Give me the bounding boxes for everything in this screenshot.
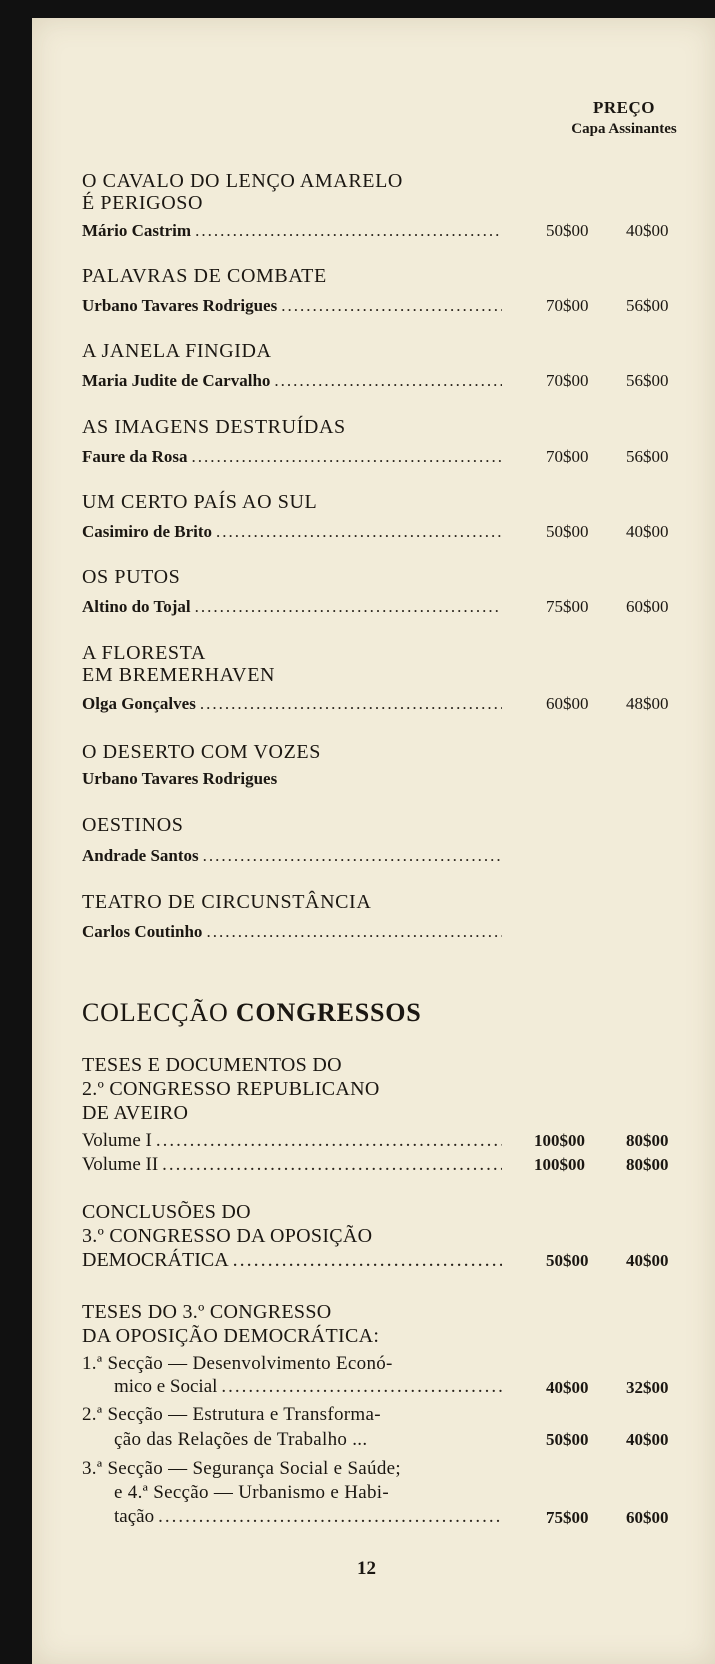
book-author: Faure da Rosa [82,447,188,466]
price-columns-header: Capa Assinantes [571,121,677,137]
price-assinantes: 40$00 [626,1251,669,1270]
book-author: Urbano Tavares Rodrigues [82,296,278,315]
volume-row [82,1155,502,1175]
book-title: TEATRO DE CIRCUNSTÂNCIA [82,891,372,913]
book-title-line2: É PERIGOSO [82,192,204,214]
volume-row [82,1131,502,1151]
book-author-row [82,371,502,391]
volume-label: Volume II [82,1154,159,1175]
book-author-row [82,597,502,617]
price-capa: 50$00 [546,221,589,240]
section-heading [82,998,422,1028]
book-author-row [82,447,502,467]
book-title: AS IMAGENS DESTRUÍDAS [82,416,346,438]
price-capa: 75$00 [546,1508,589,1527]
conclusoes-title-line3: DEMOCRÁTICA [82,1249,229,1271]
book-author-row [82,522,502,542]
conclusoes-row [82,1250,502,1270]
price-capa: 40$00 [546,1378,589,1397]
price-capa: 70$00 [546,447,589,466]
book-title: OESTINOS [82,814,184,836]
book-author-row [82,769,502,789]
book-author-row [82,846,502,866]
page-number: 12 [357,1558,376,1579]
price-assinantes: 56$00 [626,447,669,466]
book-author-row [82,922,502,942]
book-title: OS PUTOS [82,566,181,588]
price-capa: 75$00 [546,597,589,616]
book-author-row [82,221,502,241]
seccao-1-line2: mico e Social [114,1376,218,1397]
teses-title-line2: DA OPOSIÇÃO DEMOCRÁTICA: [82,1325,380,1347]
seccao-2-line1: 2.ª Secção — Estrutura e Transforma- [82,1404,381,1425]
seccao-3-line2: e 4.ª Secção — Urbanismo e Habi- [114,1482,389,1503]
book-author-row [82,296,502,316]
price-capa: 50$00 [546,1430,589,1449]
congress-title: TESES E DOCUMENTOS DO [82,1054,342,1076]
conclusoes-title-line2: 3.º CONGRESSO DA OPOSIÇÃO [82,1225,373,1247]
price-assinantes: 40$00 [626,522,669,541]
book-author: Carlos Coutinho [82,922,203,941]
price-capa: 100$00 [534,1131,585,1150]
book-title: A FLORESTA [82,642,206,664]
book-author-row [82,694,502,714]
price-assinantes: 80$00 [626,1131,669,1150]
section-prefix: COLECÇÃO [82,998,229,1027]
book-title: A JANELA FINGIDA [82,340,272,362]
book-author: Mário Castrim [82,221,192,240]
price-capa: 70$00 [546,371,589,390]
price-assinantes: 80$00 [626,1155,669,1174]
teses-title: TESES DO 3.º CONGRESSO [82,1301,332,1323]
seccao-3-row [114,1507,502,1527]
book-author: Casimiro de Brito [82,522,213,541]
price-assinantes: 32$00 [626,1378,669,1397]
seccao-3-line3: tação [114,1506,155,1527]
price-assinantes: 60$00 [626,597,669,616]
book-author: Maria Judite de Carvalho [82,371,271,390]
book-title-line2: EM BREMERHAVEN [82,664,276,686]
volume-label: Volume I [82,1130,152,1151]
book-title: UM CERTO PAÍS AO SUL [82,491,318,513]
conclusoes-title: CONCLUSÕES DO [82,1201,251,1223]
seccao-3-line1: 3.ª Secção — Segurança Social e Saúde; [82,1458,401,1479]
price-capa: 50$00 [546,1251,589,1270]
price-capa: 50$00 [546,522,589,541]
book-title: O CAVALO DO LENÇO AMARELO [82,170,403,192]
price-capa: 100$00 [534,1155,585,1174]
book-title: PALAVRAS DE COMBATE [82,265,327,287]
price-header: PREÇO [593,98,655,117]
seccao-2-line2: ção das Relações de Trabalho ... [114,1429,368,1450]
price-capa: 60$00 [546,694,589,713]
book-title: O DESERTO COM VOZES [82,741,321,763]
congress-title-line3: DE AVEIRO [82,1102,189,1124]
book-author: Altino do Tojal [82,597,191,616]
price-assinantes: 60$00 [626,1508,669,1527]
book-author: Andrade Santos [82,846,199,865]
congress-title-line2: 2.º CONGRESSO REPUBLICANO [82,1078,380,1100]
section-name: CONGRESSOS [235,998,422,1027]
seccao-1-row [114,1377,502,1397]
price-assinantes: 56$00 [626,371,669,390]
book-author: Urbano Tavares Rodrigues [82,769,278,788]
price-assinantes: 40$00 [626,221,669,240]
catalog-page [32,18,715,1664]
seccao-1-line1: 1.ª Secção — Desenvolvimento Econó- [82,1353,393,1374]
price-assinantes: 56$00 [626,296,669,315]
price-capa: 70$00 [546,296,589,315]
price-assinantes: 40$00 [626,1430,669,1449]
price-assinantes: 48$00 [626,694,669,713]
book-author: Olga Gonçalves [82,694,196,713]
